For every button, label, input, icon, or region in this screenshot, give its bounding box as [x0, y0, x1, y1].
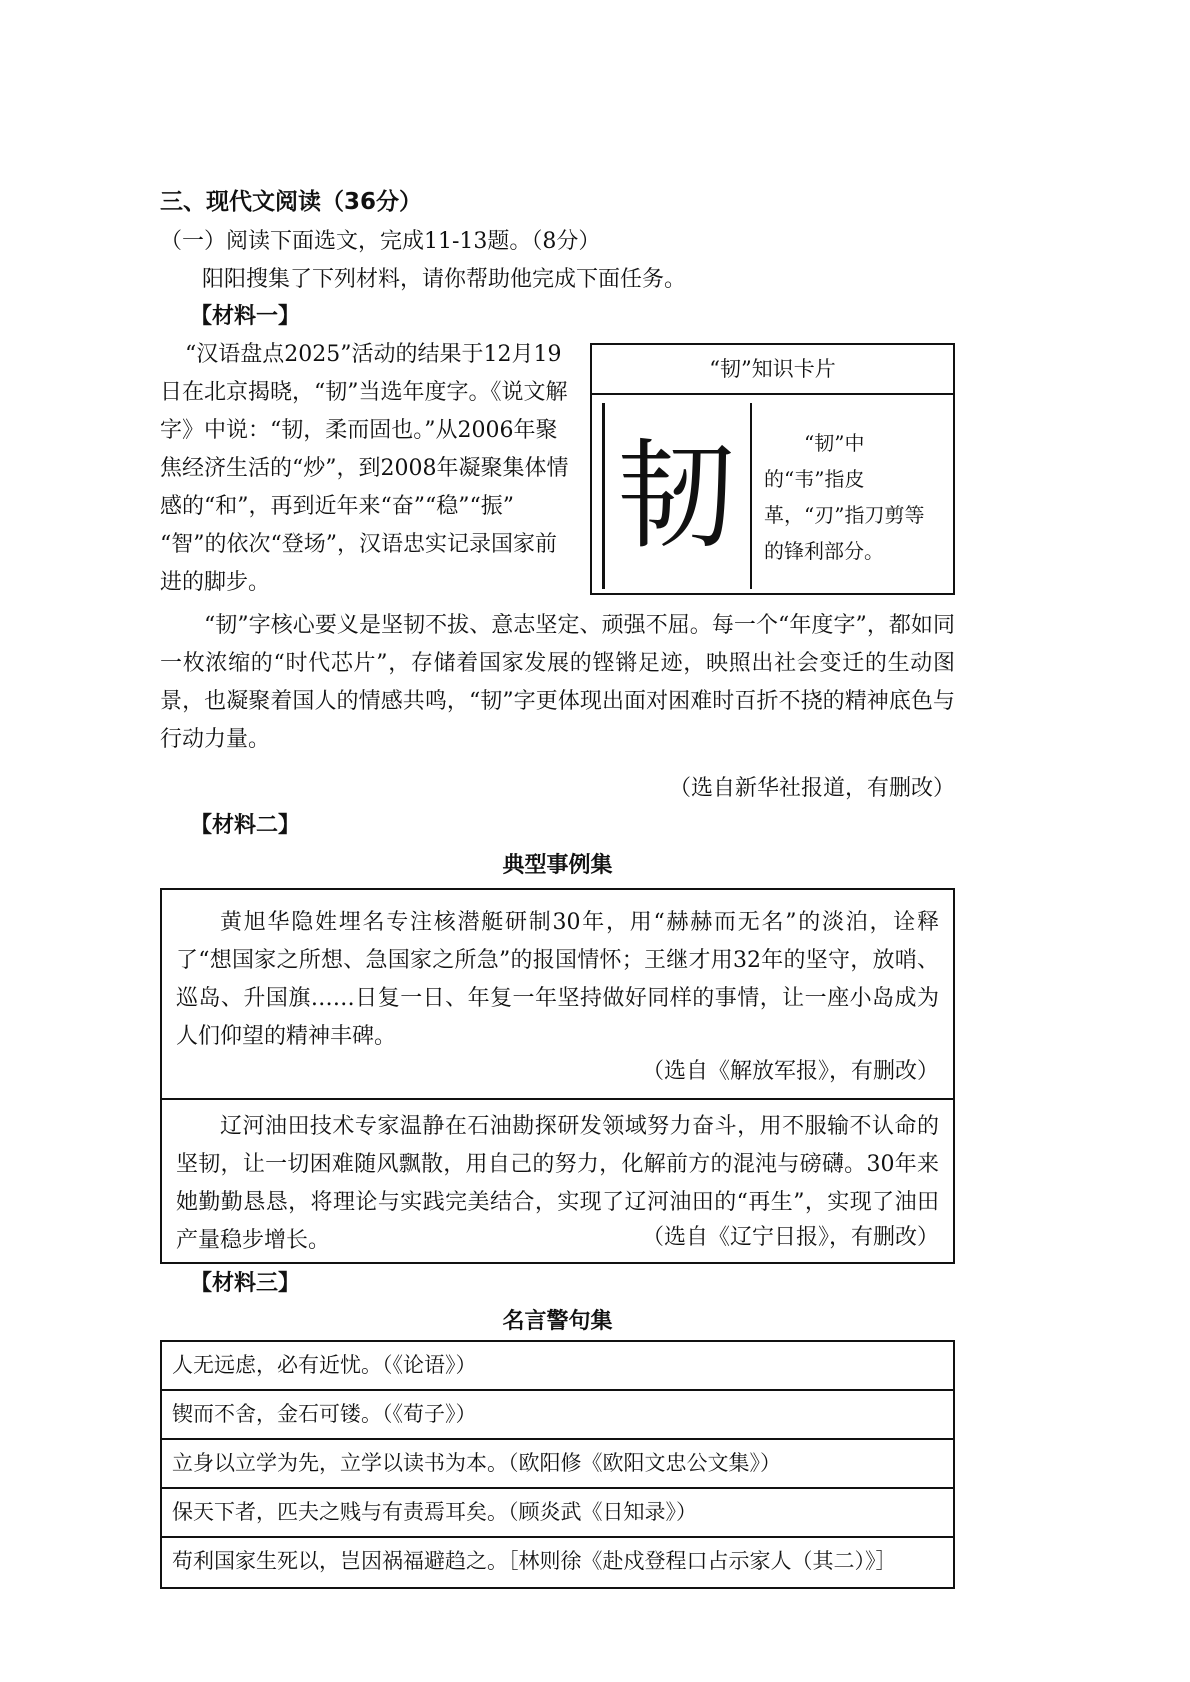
knowledge-card-character: 韧: [616, 427, 735, 565]
knowledge-card-title: “韧”知识卡片: [592, 345, 953, 395]
material2-label: 【材料二】: [190, 813, 301, 838]
section-heading: 三、现代文阅读（36分）: [160, 189, 423, 215]
material1-line: “汉语盘点2025”活动的结果于12月19: [185, 342, 562, 367]
material1-source: （选自新华社报道，有删改）: [668, 776, 955, 801]
quote-row: 保天下者，匹夫之贱与有责焉耳矣。（顾炎武《日知录》）: [162, 1489, 953, 1538]
material1-line: 进的脚步。: [160, 570, 271, 595]
material3-title: 名言警句集: [502, 1309, 613, 1334]
quotes-table: [160, 1340, 955, 1589]
material1-line: 字》中说：“韧，柔而固也。”从2006年聚: [160, 418, 558, 443]
material1-line: 日在北京揭晓，“韧”当选年度字。《说文解: [160, 380, 568, 405]
material1-line: 感的“和”，再到近年来“奋”“稳”“振”: [160, 494, 514, 519]
intro-text: 阳阳搜集了下列材料，请你帮助他完成下面任务。: [202, 267, 687, 292]
knowledge-card-character-cell: [602, 403, 752, 589]
quote-row: 锲而不舍，金石可镂。（《荀子》）: [162, 1391, 953, 1440]
knowledge-card-note: “韧”中的“韦”指皮革，“刃”指刀剪等的锋利部分。: [764, 431, 925, 563]
material1-line: 焦经济生活的“炒”，到2008年凝聚集体情: [160, 456, 569, 481]
material1-line: “智”的依次“登场”，汉语忠实记录国家前: [160, 532, 557, 557]
material2-title: 典型事例集: [502, 853, 613, 878]
case1-text: 黄旭华隐姓埋名专注核潜艇研制30年，用“赫赫而无名”的淡泊，诠释了“想国家之所想、急国家之所急”的报国情怀；王继才用32年的坚守，放哨、巡岛、升国旗……日复一日、年复一年坚持做好同样的事情，让一座小岛成为人们仰望的精神丰碑。: [176, 910, 939, 1049]
case-divider: [162, 1098, 953, 1100]
case2-text: 辽河油田技术专家温静在石油勘探研发领域努力奋斗，用不服输不认命的坚韧，让一切困难随风飘散，用自己的努力，化解前方的混沌与磅礴。30年来她勤勤恳恳，将理论与实践完美结合，实现了辽河油田的“再生”，实现了油田产量稳步增长。: [176, 1114, 939, 1253]
section-subheading: （一）阅读下面选文，完成11-13题。（8分）: [160, 229, 601, 254]
material3-label: 【材料三】: [190, 1271, 301, 1296]
case1-source: （选自《解放军报》，有删改）: [641, 1059, 939, 1084]
case-box: [160, 888, 955, 1264]
material1-label: 【材料一】: [190, 304, 301, 329]
quote-row: 立身以立学为先，立学以读书为本。（欧阳修《欧阳文忠公文集》）: [162, 1440, 953, 1489]
knowledge-card: [590, 343, 955, 595]
material1-paragraph2: “韧”字核心要义是坚韧不拔、意志坚定、顽强不屈。每一个“年度字”，都如同一枚浓缩的“时代芯片”，存储着国家发展的铿锵足迹，映照出社会变迁的生动图景，也凝聚着国人的情感共鸣，“韧”字更体现出面对困难时百折不挠的精神底色与行动力量。: [160, 613, 955, 752]
quote-row: 人无远虑，必有近忧。（《论语》）: [162, 1342, 953, 1391]
quote-row: 苟利国家生死以，岂因祸福避趋之。［林则徐《赴戍登程口占示家人（其二）》］: [172, 1549, 897, 1573]
case2-source: （选自《辽宁日报》，有删改）: [641, 1225, 939, 1250]
